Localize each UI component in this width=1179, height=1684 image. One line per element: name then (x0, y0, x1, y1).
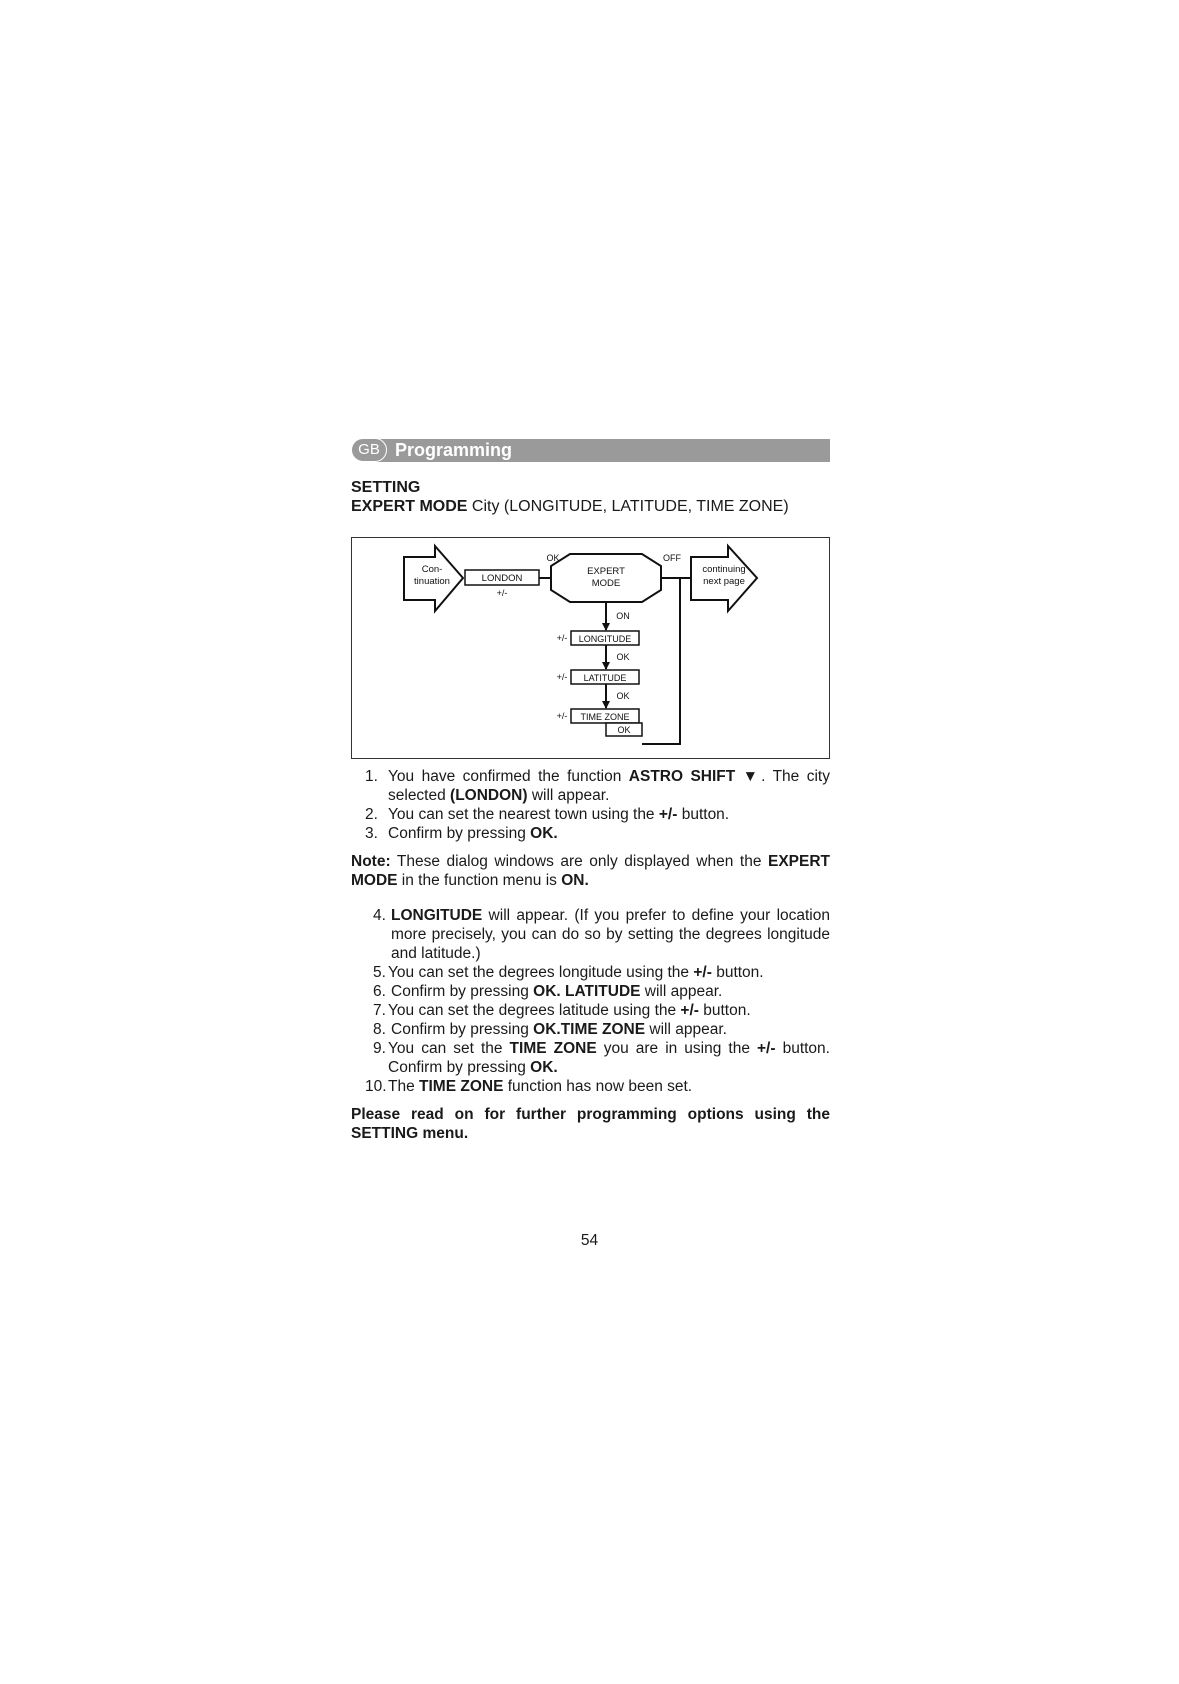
off-label: OFF (663, 553, 681, 563)
ok-label-2: OK (616, 691, 630, 701)
list-item-text: You can set the nearest town using the (388, 806, 659, 823)
list-item-bold: ASTRO SHIFT ▼ (628, 768, 762, 785)
list-item-number: 2. (365, 806, 378, 823)
list-item-text: You can set the degrees latitude using the (388, 1001, 681, 1019)
note-bold: ON. (561, 872, 589, 889)
list-item-text: you are in using the (596, 1039, 757, 1057)
london-label: LONDON (481, 573, 523, 584)
list-item-bold: LONGITUDE (391, 906, 483, 924)
list-item-text: You can set the (388, 1039, 510, 1057)
timezone-label: TIME ZONE (580, 712, 630, 722)
expert-mode-label: EXPERT MODE (351, 498, 468, 515)
list-item-text: The (388, 1077, 420, 1095)
ok-label-1: OK (616, 652, 630, 662)
list-item-number: 9. (373, 1039, 386, 1057)
heading-setting: SETTING (351, 479, 421, 496)
list-item-text: button. Confirm by pressing (388, 1039, 830, 1076)
heading-subtitle (351, 497, 830, 517)
list-item (351, 963, 830, 982)
list-item-bold: OK. LATITUDE (533, 982, 641, 1000)
list-item-bold: +/- (658, 806, 678, 823)
continuation-label-1: Con- (421, 564, 443, 575)
list-item (351, 824, 830, 843)
list-item-text: will appear. (If you prefer to define your location more precisely, you can do so by setting the degrees longitude and latitude.) (391, 906, 830, 962)
next-label-2: next page (703, 576, 745, 587)
flow-diagram-svg (352, 538, 831, 760)
list-item-number: 1. (365, 768, 378, 785)
language-badge: GB (351, 438, 387, 462)
list-item-bold: +/- (693, 963, 712, 981)
next-label-1: continuing (702, 564, 746, 575)
list-item-number: 8. (373, 1020, 386, 1038)
list-item-bold: TIME ZONE (509, 1039, 597, 1057)
list-item (351, 1020, 830, 1039)
list-item (351, 1001, 830, 1020)
list-item (351, 906, 830, 963)
list-item-text: You can set the degrees longitude using the (388, 963, 694, 981)
list-item-number: 3. (365, 825, 378, 842)
steps-list-b (351, 906, 830, 1096)
timezone-plusminus: +/- (556, 711, 568, 721)
list-item-number: 10. (365, 1077, 387, 1095)
note-bold: EXPERT MODE (351, 853, 830, 889)
list-item-text: will appear. (527, 787, 610, 804)
london-plusminus: +/- (496, 588, 508, 598)
manual-page (351, 438, 830, 1158)
note-paragraph (351, 852, 830, 890)
latitude-label: LATITUDE (583, 673, 627, 683)
list-item-text: Confirm by pressing (391, 982, 534, 1000)
list-item-bold: +/- (680, 1001, 699, 1019)
list-item (351, 982, 830, 1001)
list-item-bold: TIME ZONE (419, 1077, 504, 1095)
subtitle-rest: City (LONGITUDE, LATITUDE, TIME ZONE) (467, 498, 789, 515)
ok-top-label: OK (546, 553, 560, 563)
list-item-number: 6. (373, 982, 386, 1000)
list-item-text: will appear. (640, 982, 723, 1000)
section-title: Programming (395, 440, 513, 460)
note-text: These dialog windows are only displayed when the (390, 853, 768, 870)
continuation-label-2: tinuation (414, 576, 450, 587)
list-item (351, 805, 830, 824)
list-item-text: button. (698, 1001, 751, 1019)
list-item-bold: OK.TIME ZONE (533, 1020, 646, 1038)
list-item-bold: +/- (757, 1039, 776, 1057)
list-item-text: button. (711, 963, 764, 981)
list-item-text: will appear. (645, 1020, 727, 1038)
note-label: Note: (351, 853, 391, 870)
list-item-number: 7. (373, 1001, 386, 1019)
longitude-plusminus: +/- (556, 633, 568, 643)
note-text: in the function menu is (397, 872, 562, 889)
list-item (351, 1077, 830, 1096)
longitude-label: LONGITUDE (578, 634, 632, 644)
list-item-text: You have confirmed the function (388, 768, 629, 785)
return-line (642, 578, 680, 744)
steps-list-a (351, 767, 830, 843)
list-item-bold: OK. (530, 825, 558, 842)
closing-paragraph: Please read on for further programming options using the SETTING menu. (351, 1105, 830, 1142)
list-item-text: button. (677, 806, 730, 823)
list-item-number: 5. (373, 963, 386, 981)
list-item (351, 1039, 830, 1077)
list-item (351, 767, 830, 805)
list-item-bold: OK. (530, 1058, 558, 1076)
expert-label-2: MODE (591, 578, 621, 589)
list-item-text: function has now been set. (503, 1077, 693, 1095)
flow-diagram (351, 537, 830, 759)
on-label: ON (616, 611, 630, 621)
section-header (351, 438, 830, 462)
list-item-text: . The city selected (388, 768, 830, 804)
list-item-text: Confirm by pressing (388, 825, 531, 842)
list-item-bold: (LONDON) (450, 787, 528, 804)
expert-label-1: EXPERT (587, 566, 625, 577)
list-item-text: Confirm by pressing (391, 1020, 534, 1038)
list-item-number: 4. (373, 906, 386, 924)
ok-label-3: OK (617, 725, 631, 735)
latitude-plusminus: +/- (556, 672, 568, 682)
page-number: 54 (580, 1232, 599, 1249)
